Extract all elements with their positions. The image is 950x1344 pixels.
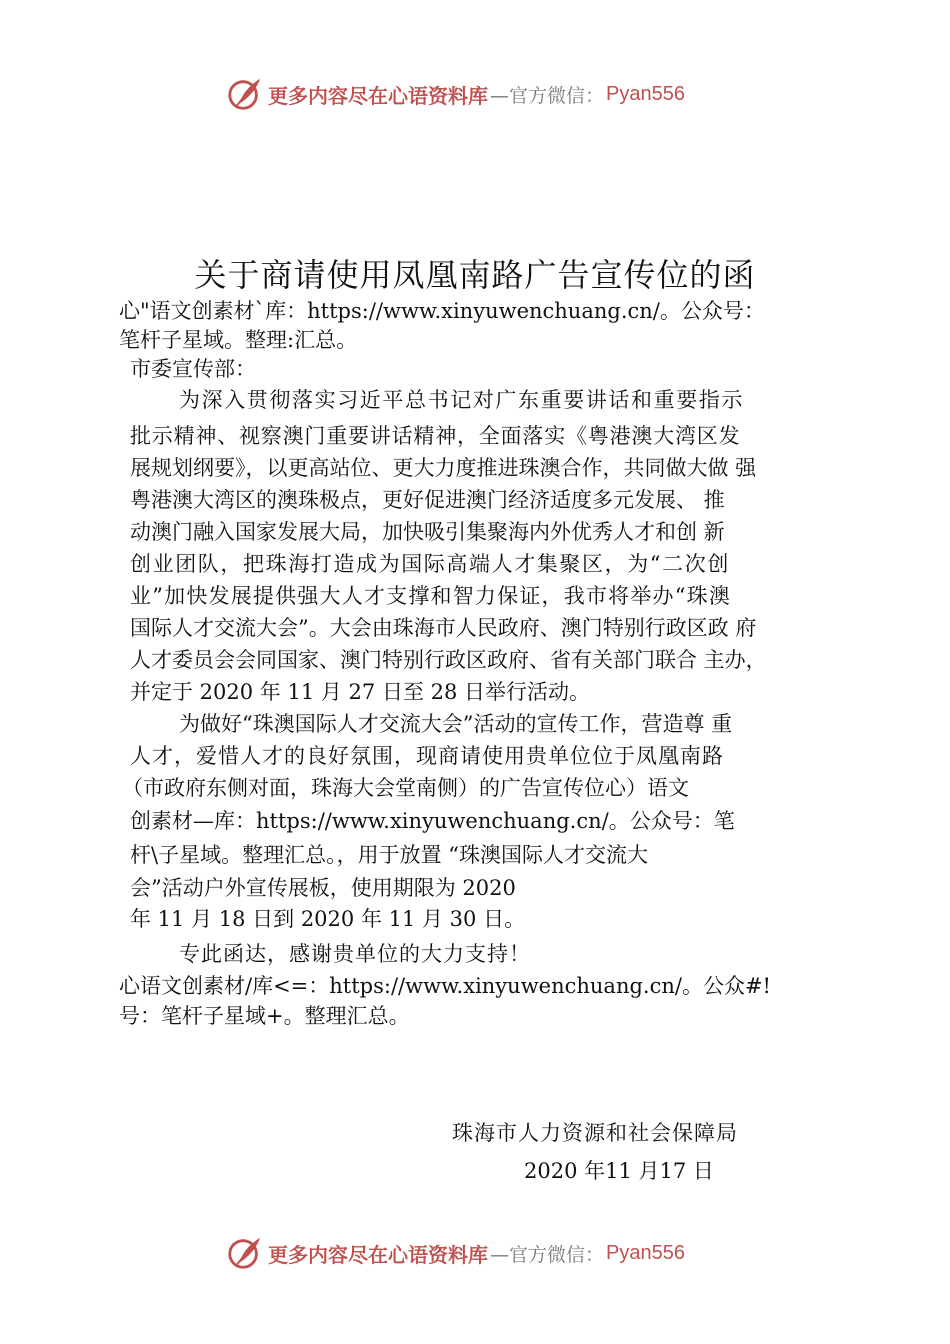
quill-logo-icon — [226, 1234, 264, 1272]
signature-org: 珠海市人力资源和社会保障局 — [452, 1121, 738, 1145]
body-line: 创素材—库：https://www.xinyuwenchuang.cn/。公众号：笔 — [130, 809, 735, 833]
watermark-wechat-id: Pyan556 — [606, 1241, 685, 1264]
body-line: 为深入贯彻落实习近平总书记对广东重要讲话和重要指示 — [179, 388, 744, 412]
closing-line: 专此函达，感谢贵单位的大力支持！ — [179, 942, 531, 966]
body-line: 创业团队，把珠海打造成为国际高端人才集聚区，为“二次创 — [130, 552, 730, 576]
top-watermark-banner — [226, 74, 685, 114]
body-line: 业”加快发展提供强大人才支撑和智力保证，我市将举办“珠澳 — [130, 584, 732, 608]
watermark-sub-text: —官方微信： — [490, 1243, 605, 1266]
body-line: 批示精神、视察澳门重要讲话精神，全面落实《粤港澳大湾区发 — [130, 424, 741, 448]
signature-date: 2020 年11 月17 日 — [524, 1159, 714, 1183]
body-line: 动澳门融入国家发展大局，加快吸引集聚海内外优秀人才和创 新 — [130, 520, 725, 544]
watermark-sub-text: —官方微信： — [490, 84, 605, 107]
body-line: 为做好“珠澳国际人才交流大会”活动的宣传工作，营造尊 重 — [179, 712, 733, 736]
body-line: 展规划纲要》，以更高站位、更大力度推进珠澳合作，共同做大做 强 — [130, 456, 757, 480]
document-title: 关于商请使用凤凰南路广告宣传位的函 — [194, 256, 756, 294]
body-line: 会”活动户外宣传展板，使用期限为 2020 — [130, 876, 516, 900]
body-line: 号：笔杆子星域+。整理汇总。 — [119, 1004, 410, 1028]
body-line: 心"语文创素材`库：https://www.xinyuwenchuang.cn/。公众号： — [119, 299, 765, 323]
body-line: 笔杆子星域。整理:汇总。 — [119, 328, 358, 352]
body-line: 人才，爱惜人才的良好氛围，现商请使用贵单位位于凤凰南路 — [130, 744, 724, 768]
body-line: 心语文创素材/库<=：https://www.xinyuwenchuang.cn/。公众#! — [119, 974, 771, 998]
body-line: 年 11 月 18 日到 2020 年 11 月 30 日。 — [130, 907, 526, 931]
body-line: （市政府东侧对面，珠海大会堂南侧）的广告宣传位心）语文 — [122, 776, 689, 800]
body-line: 杆\子星域。整理汇总。，用于放置 “珠澳国际人才交流大 — [130, 843, 648, 867]
quill-logo-icon — [226, 75, 264, 113]
body-line: 人才委员会会同国家、澳门特别行政区政府、省有关部门联合 主办， — [130, 648, 767, 672]
body-line: 并定于 2020 年 11 月 27 日至 28 日举行活动。 — [130, 680, 591, 704]
watermark-main-text: 更多内容尽在心语资料库 — [268, 83, 488, 108]
watermark-wechat-id: Pyan556 — [606, 82, 685, 105]
bottom-watermark-banner — [226, 1233, 685, 1273]
body-line: 国际人才交流大会”。大会由珠海市人民政府、澳门特别行政区政 府 — [130, 616, 757, 640]
body-line: 粤港澳大湾区的澳珠极点，更好促进澳门经济适度多元发展、 推 — [130, 488, 725, 512]
watermark-main-text: 更多内容尽在心语资料库 — [268, 1242, 488, 1267]
salutation: 市委宣传部： — [130, 357, 256, 381]
